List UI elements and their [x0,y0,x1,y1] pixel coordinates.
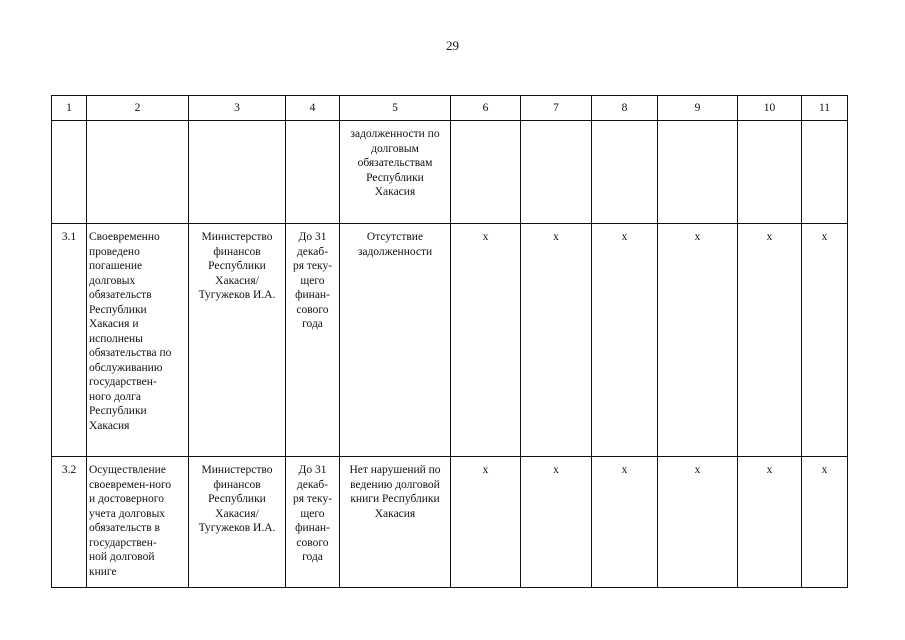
text-line: обязательства по [89,347,172,359]
text-line: Республики [366,171,424,184]
text-line: государствен- [89,536,157,549]
text-line: и достоверного [89,493,164,505]
text-line: ной долговой [89,551,155,563]
text-line: исполнены [89,332,143,345]
text-line: сового [296,303,329,316]
text-line: обязательствам [357,157,433,169]
text-line: государствен- [89,376,157,388]
page-number: 29 [446,38,459,53]
text-line: ного долга [89,390,141,403]
table-cell [738,121,802,224]
table-cell [802,121,848,224]
header-cell: 3 [189,96,286,121]
result-cell [340,457,451,588]
mark-cell: х [658,457,738,588]
result-cell [340,224,451,457]
text-line: обязательств [89,289,152,301]
text-line: декаб- [296,478,329,491]
responsible-cell [189,224,286,457]
text-line: Республики [208,493,266,505]
mark-cell: х [451,457,521,588]
text-line: Хакасия и [89,318,139,330]
text-line: Министерство [201,464,273,476]
table-cell [286,121,340,224]
text-line: До 31 [298,464,327,476]
text-line: Республики [89,303,147,316]
text-line: Отсутствие [366,231,424,243]
text-line: финансов [213,245,261,258]
text-line: Хакасия/ [215,274,259,287]
header-cell: 6 [451,96,521,121]
text-line: Осуществление [89,464,166,476]
mark-cell: х [658,224,738,457]
header-cell: 9 [658,96,738,121]
row-number: 3.1 [52,224,87,457]
text-line: Республики [208,260,266,272]
text-line: проведено [89,245,140,258]
text-line: декаб- [296,245,329,258]
header-cell: 11 [802,96,848,121]
text-line: Нет нарушений по [349,464,441,476]
responsible-cell [189,457,286,588]
mark-cell: х [592,457,658,588]
text-line: ведению долговой [350,478,440,491]
mark-cell: х [521,224,592,457]
header-cell: 2 [87,96,189,121]
text-line: обязательств в [89,522,160,534]
row-number: 3.2 [52,457,87,588]
header-cell: 5 [340,96,451,121]
table-cell [658,121,738,224]
mark-cell: х [802,224,848,457]
table-cell [52,121,87,224]
text-line: Своевременно [89,231,160,243]
text-line: До 31 [298,231,327,243]
text-line: Тугужеков И.А. [198,522,276,534]
plan-table [51,95,848,588]
text-line: книге [89,565,117,578]
continued-row [52,121,848,224]
event-cell [87,224,189,457]
mark-cell: х [451,224,521,457]
text-line: учета долговых [89,507,166,520]
text-line: книги Республики [350,493,440,505]
text-line: ря теку- [292,493,333,505]
table-cell [521,121,592,224]
mark-cell: х [521,457,592,588]
header-cell: 8 [592,96,658,121]
text-line: долговых [89,274,136,287]
table-row [52,224,848,457]
header-cell: 10 [738,96,802,121]
table-cell [87,121,189,224]
text-line: долговым [371,142,419,155]
header-cell: 1 [52,96,87,121]
text-line: задолженности [357,245,433,258]
text-line: финан- [295,522,330,534]
deadline-cell [286,224,340,457]
text-line: сового [296,536,329,549]
text-line: щего [300,507,325,520]
text-line: щего [300,274,325,287]
table-row [52,457,848,588]
header-cell: 7 [521,96,592,121]
text-line: года [302,318,323,330]
text-line: финансов [213,478,261,491]
text-line: Хакасия [374,186,416,198]
text-line: обслуживанию [89,361,163,374]
text-line: своевремен-ного [89,478,172,491]
text-line: Республики [89,405,147,417]
text-line: погашение [89,260,143,272]
mark-cell: х [738,224,802,457]
table-cell [451,121,521,224]
text-line: Тугужеков И.А. [198,289,276,301]
text-line: Министерство [201,231,273,243]
text-line: финан- [295,289,330,301]
text-line: Хакасия [374,507,416,520]
deadline-cell [286,457,340,588]
header-row [52,96,848,121]
mark-cell: х [592,224,658,457]
mark-cell: х [738,457,802,588]
text-line: ря теку- [292,260,333,272]
table-cell [592,121,658,224]
text-line: Хакасия/ [215,507,259,520]
text-line: Хакасия [89,419,130,432]
text-line: задолженности по [350,128,440,140]
mark-cell: х [802,457,848,588]
result-cell [340,121,451,224]
event-cell [87,457,189,588]
table-cell [189,121,286,224]
header-cell: 4 [286,96,340,121]
text-line: года [302,551,323,563]
